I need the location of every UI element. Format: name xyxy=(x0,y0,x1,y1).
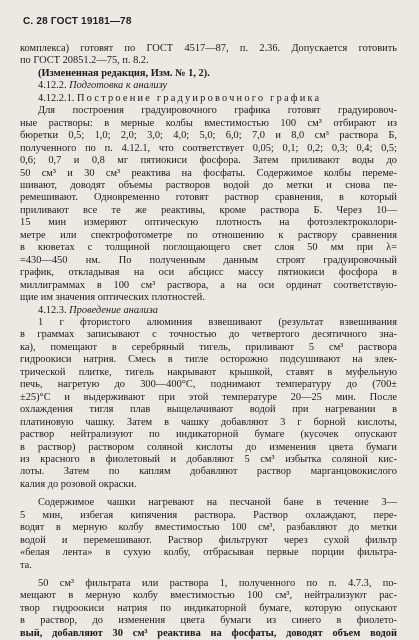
text-line: платиновую чашку. Затем в чашку добавляют 3 г борной кислоты, xyxy=(20,416,397,428)
text-line: мещают в мерную колбу вместимостью 100 см³, нейтрализуют рас- xyxy=(20,590,397,602)
text-line: охлаждения тигля плав выщелачивают водой при нагревании в xyxy=(20,404,397,416)
text-line: шивают, доводят объемы растворов водой до метки и снова пе- xyxy=(20,179,397,191)
text-line: в кюветах с толщиной поглощающего свет слоя 50 мм при λ= xyxy=(20,242,397,254)
text-line: 50 см³ фильтрата или раствора 1, полученного по п. 4.7.3, по- xyxy=(38,578,397,590)
text-line: =430—450 нм. По полученным данным строят градуировочный xyxy=(20,254,397,266)
text-line: ±25)°С и выдерживают при этой температуре 20—25 мин. После xyxy=(20,391,397,403)
text-line: трической плитке, тигель накрывают крышкой, ставят в муфельную xyxy=(20,366,397,378)
text-line: печь, нагретую до 300—400°С, поднимают температуру до (700± xyxy=(20,379,397,391)
text-line: раствор нейтрализуют по индикаторной бумаге (кусочек опускают xyxy=(20,429,397,441)
text-line: ремешивают. Одновременно готовят раствор сравнения, в который xyxy=(20,192,397,204)
text-line: твор гидроокиси натрия по индикаторной бумаге, которую опускают xyxy=(20,602,397,614)
text-line: 50 см³ и 30 см³ реактива на фосфаты. Содержимое колбы переме- xyxy=(20,167,397,179)
text-line: 4.12.3. Проведение анализа xyxy=(38,304,159,316)
text-line: вый, добавляют 30 см³ реактива на фосфаты, доводят объем водой xyxy=(20,627,397,639)
text-line: «белая лента» в сухую колбу, отбрасывая первые порции фильтра- xyxy=(20,547,397,559)
text-line: график, откладывая на оси абсцисс массу пятиокиси фосфора в xyxy=(20,267,397,279)
text-line: 4.12.2. Подготовка к анализу xyxy=(38,80,168,92)
text-line: 5 мин, избегая кипячения раствора. Раствор охлаждают, пере- xyxy=(20,509,397,521)
text-line: из красного в фиолетовый и добавляют 5 см³ избытка соляной кис- xyxy=(20,453,397,465)
text-line: в раствор, до изменения цвета бумаги из синего в фиолето- xyxy=(20,615,397,627)
text-line: миллиграммах в 100 см³ раствора, а на оси ординат соответствую- xyxy=(20,279,397,291)
text-line: щие им значения оптических плотностей. xyxy=(20,292,205,304)
text-line: бюретки 0,5; 1,0; 2,0; 3,0; 4,0; 5,0; 6,0; 7,0 и 8,0 см³ раствора Б, xyxy=(20,130,397,142)
text-line: полученного по п. 4.12.1, что соответствует 0,05; 0,1; 0,2; 0,3; 0,4; 0,5; xyxy=(20,142,397,154)
text-line: водят в мерную колбу вместимостью 100 см³, разбавляют до метки xyxy=(20,522,397,534)
text-line: 0,6; 0,7 и 0,8 мг пятиокиси фосфора. Затем приливают воды до xyxy=(20,155,397,167)
page-header: С. 28 ГОСТ 19181—78 xyxy=(23,16,132,27)
text-line: гидроокиси натрия. Смесь в тигле осторожно подсушивают на элек- xyxy=(20,354,397,366)
text-line: калия до розовой окраски. xyxy=(20,478,137,490)
text-line: Для построения градуировочного графика готовят градуировоч- xyxy=(38,105,397,117)
text-line: Содержимое чашки нагревают на песчаной бане в течение 3— xyxy=(38,497,397,509)
text-line: лоты. Затем по каплям добавляют раствор марганцовокислого xyxy=(20,466,397,478)
text-line: метре или спектрофотометре по отношению к раствору сравнения xyxy=(20,229,397,241)
text-line: по ГОСТ 20851.2—75, п. 8.2. xyxy=(20,55,149,67)
text-line: комплекса) готовят по ГОСТ 4517—87, п. 2.36. Допускается готовить xyxy=(20,43,397,54)
text-line: приливают все те же реактивы, кроме раствора Б. Через 10— xyxy=(20,204,397,216)
text-line: ка), помещают в серебряный тигель, приливают 5 см³ раствора xyxy=(20,341,397,353)
text-line: та. xyxy=(20,559,32,571)
text-line: в раствор) раствором соляной кислоты до изменения цвета бумаги xyxy=(20,441,397,453)
text-line: (Измененная редакция, Изм. № 1, 2). xyxy=(38,67,210,79)
document-body xyxy=(20,43,397,640)
text-line: водой и перемешивают. Раствор фильтруют через сухой фильтр xyxy=(20,534,397,546)
text-line: 4.12.2.1. Построение градуировочного графика xyxy=(38,92,322,104)
text-line: 1 г фтористого алюминия взвешивают (результат взвешивания xyxy=(38,316,397,328)
text-line: ные растворы: в мерные колбы вместимостью 100 см³ отбирают из xyxy=(20,117,397,129)
text-line: в граммах записывают с точностью до четвертого десятичного зна- xyxy=(20,329,397,341)
text-line: 15 мин измеряют оптическую плотность на фотоэлектроколори- xyxy=(20,217,397,229)
